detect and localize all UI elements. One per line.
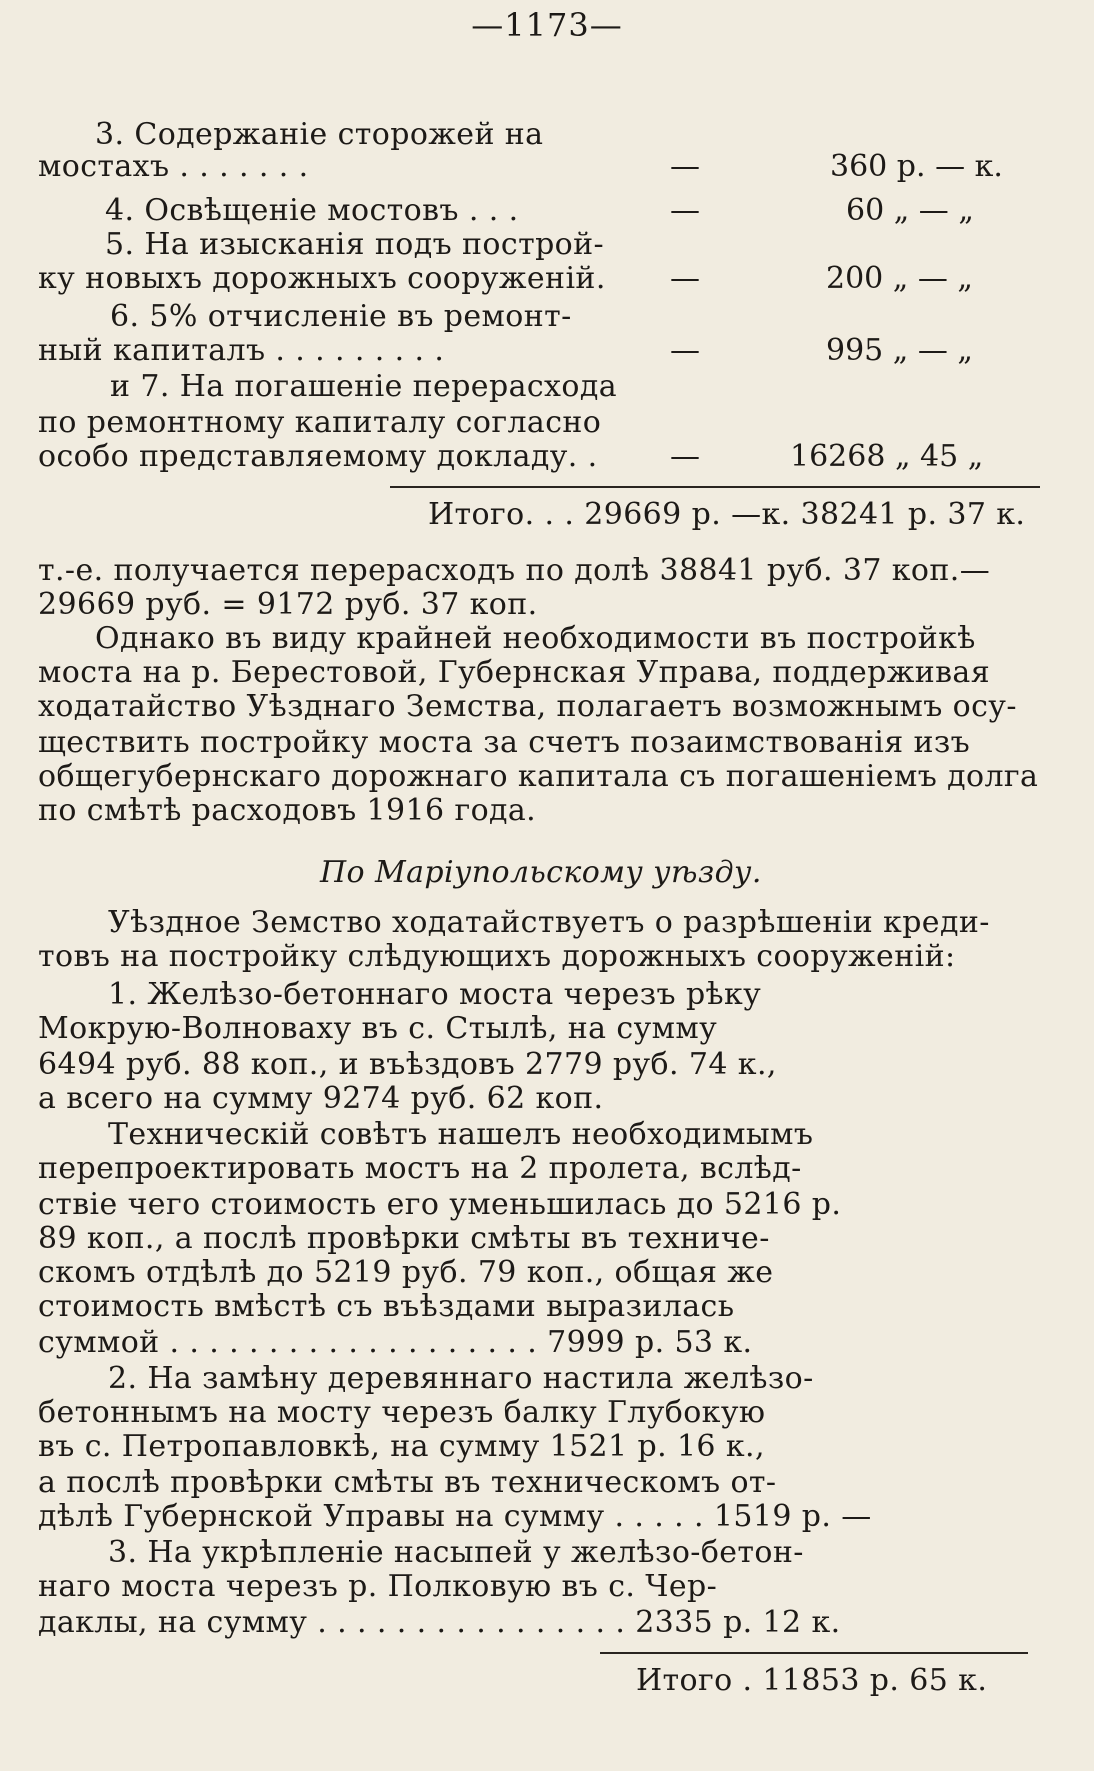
para2-line6: по смѣтѣ расходовъ 1916 года.	[38, 793, 537, 828]
para2-line4: ществить постройку моста за счетъ позаимствованія изъ	[38, 725, 971, 760]
item5-line1: 5. На изысканія подъ построй-	[105, 227, 605, 262]
list-item2-line3: въ с. Петропавловкѣ, на сумму 1521 р. 16 к.,	[38, 1429, 765, 1464]
list-item2-line2: бетоннымъ на мосту черезъ балку Глубокую	[38, 1395, 766, 1430]
tech-line6: стоимость вмѣстѣ съ въѣздами выразилась	[38, 1289, 735, 1324]
item7-line3: особо представляемому докладу. .	[38, 439, 598, 474]
total-2: Итого . 11853 р. 65 к.	[636, 1663, 988, 1698]
tech-line2: перепроектировать мостъ на 2 пролета, вслѣд-	[38, 1151, 802, 1186]
list-item2-line5: дѣлѣ Губернской Управы на сумму . . . . . 1519 р. —	[38, 1499, 872, 1534]
item6-amount: 995 „ — „	[826, 333, 973, 368]
para3-line1: Уѣздное Земство ходатайствуетъ о разрѣшеніи креди-	[108, 905, 990, 940]
para1-line1: т.-е. получается перерасходъ по долѣ 38841 руб. 37 коп.—	[38, 553, 991, 588]
item3-line2: мостахъ . . . . . . .	[38, 149, 309, 184]
tech-line3: ствіе чего стоимость его уменьшилась до 5216 р.	[38, 1187, 842, 1222]
para2-line5: общегубернскаго дорожнаго капитала съ погашеніемъ долга	[38, 759, 1039, 794]
list-item3-line2: наго моста черезъ р. Полковую въ с. Чер-	[38, 1569, 718, 1604]
item7-dash: —	[670, 439, 700, 474]
item7-line2: по ремонтному капиталу согласно	[38, 405, 602, 440]
total-rule-1	[390, 486, 1040, 488]
para1-line2: 29669 руб. = 9172 руб. 37 коп.	[38, 587, 538, 622]
tech-line4: 89 коп., а послѣ провѣрки смѣты въ техниче-	[38, 1221, 770, 1256]
list-item2-line4: а послѣ провѣрки смѣты въ техническомъ от-	[38, 1465, 777, 1500]
item3-dash: —	[670, 149, 700, 184]
item6-dash: —	[670, 333, 700, 368]
list-item3-line3: даклы, на сумму . . . . . . . . . . . . . . . . 2335 р. 12 к.	[38, 1605, 841, 1640]
section-title: По Маріупольскому уѣзду.	[320, 855, 762, 890]
total-1: Итого. . . 29669 р. —к. 38241 р. 37 к.	[428, 497, 1026, 532]
para2-line3: ходатайство Уѣзднаго Земства, полагаетъ возможнымъ осу-	[38, 689, 1017, 724]
list-item1-line1: 1. Желѣзо-бетоннаго моста черезъ рѣку	[108, 977, 762, 1012]
para2-line1: Однако въ виду крайней необходимости въ постройкѣ	[95, 621, 976, 656]
item5-amount: 200 „ — „	[826, 261, 973, 296]
list-item3-line1: 3. На укрѣпленіе насыпей у желѣзо-бетон-	[108, 1535, 804, 1570]
item7-amount: 16268 „ 45 „	[790, 439, 984, 474]
para3-line2: товъ на постройку слѣдующихъ дорожныхъ сооруженій:	[38, 939, 956, 974]
tech-line7: суммой . . . . . . . . . . . . . . . . . . . 7999 р. 53 к.	[38, 1325, 753, 1360]
item4-amount: 60 „ — „	[846, 193, 974, 228]
item6-line1: 6. 5% отчисленіе въ ремонт-	[110, 299, 572, 334]
para2-line2: моста на р. Берестовой, Губернская Управа, поддерживая	[38, 655, 991, 690]
item3-line1: 3. Содержаніе сторожей на	[95, 117, 544, 152]
item6-line2: ный капиталъ . . . . . . . . .	[38, 333, 445, 368]
item4-dash: —	[670, 193, 700, 228]
item3-amount: 360 р. — к.	[830, 149, 1003, 184]
item4-line: 4. Освѣщеніе мостовъ . . .	[105, 193, 519, 228]
tech-line5: скомъ отдѣлѣ до 5219 руб. 79 коп., общая же	[38, 1255, 774, 1290]
list-item1-line2: Мокрую-Волноваху въ с. Стылѣ, на сумму	[38, 1011, 718, 1046]
item5-dash: —	[670, 261, 700, 296]
list-item1-line3: 6494 руб. 88 коп., и въѣздовъ 2779 руб. 74 к.,	[38, 1047, 777, 1082]
list-item1-line4: а всего на сумму 9274 руб. 62 коп.	[38, 1081, 604, 1116]
tech-line1: Техническій совѣтъ нашелъ необходимымъ	[108, 1117, 814, 1152]
list-item2-line1: 2. На замѣну деревяннаго настила желѣзо-	[108, 1361, 814, 1396]
page-header: —1173—	[471, 6, 623, 44]
item7-line1: и 7. На погашеніе перерасхода	[110, 369, 617, 404]
total-rule-2	[600, 1652, 1028, 1654]
item5-line2: ку новыхъ дорожныхъ сооруженій.	[38, 261, 606, 296]
